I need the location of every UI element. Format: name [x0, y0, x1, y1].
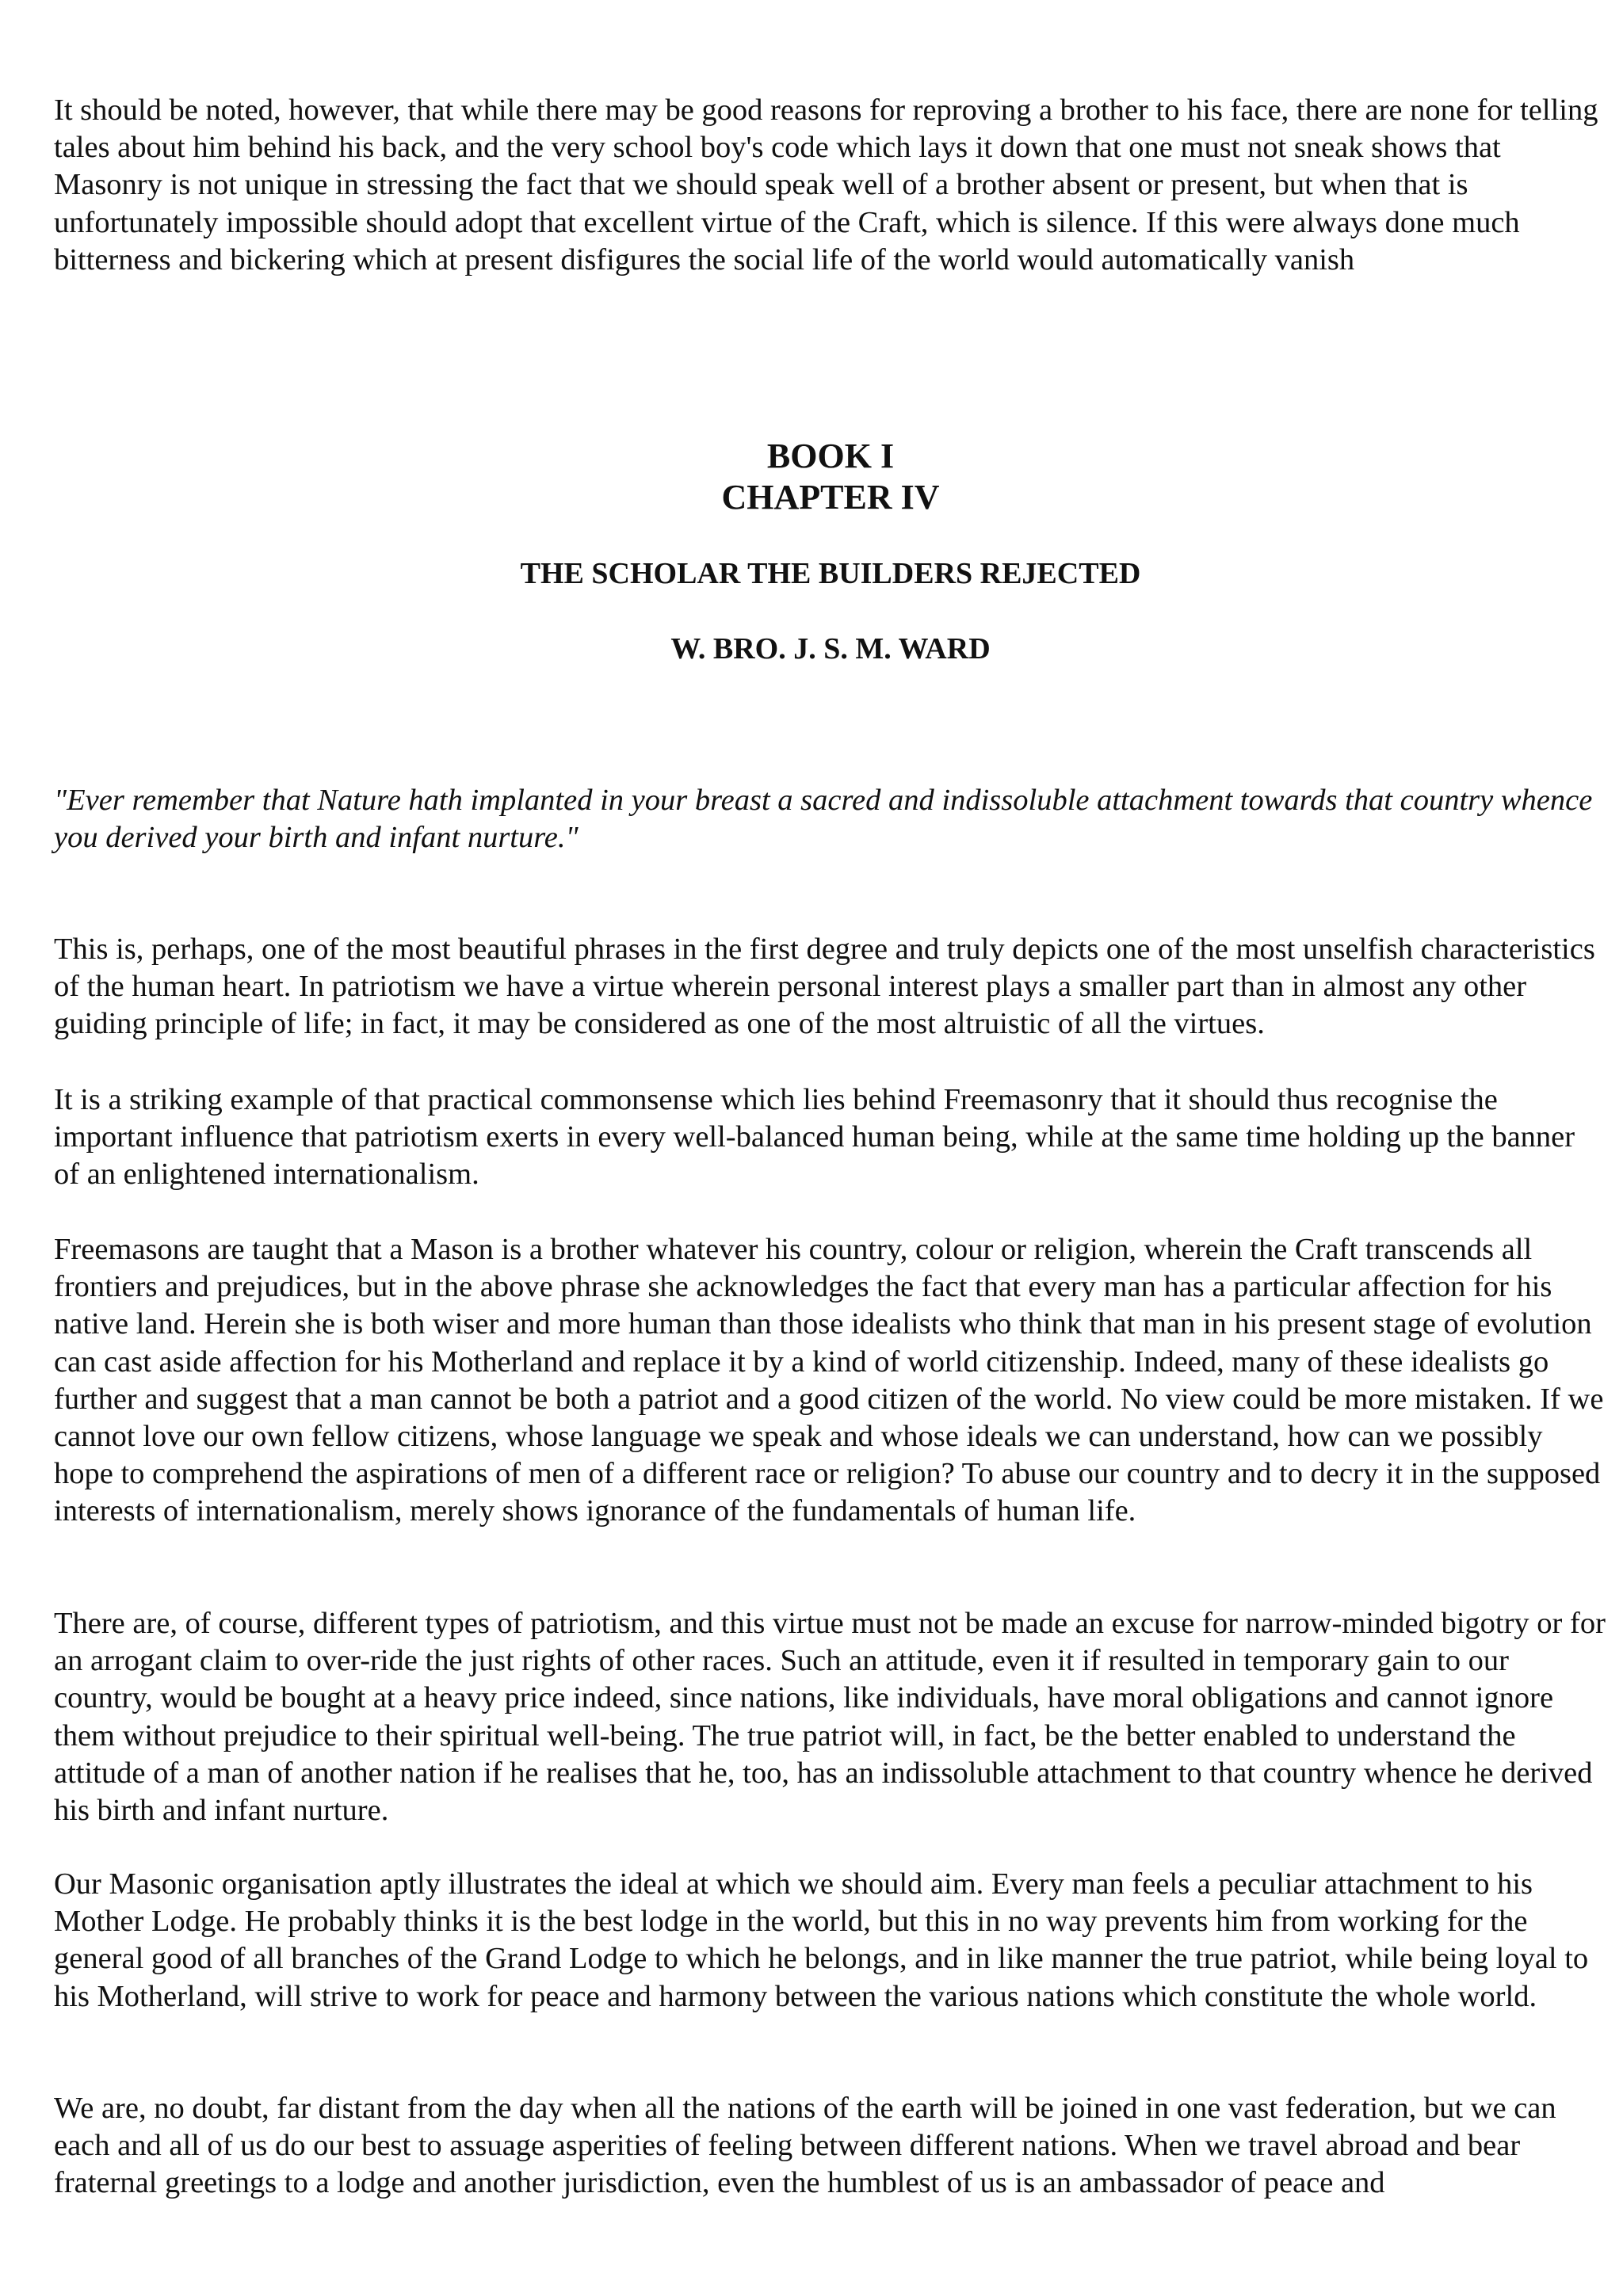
chapter-title: CHAPTER IV [721, 478, 940, 517]
chapter-author: W. BRO. J. S. M. WARD [670, 632, 991, 666]
epigraph-quote: "Ever remember that Nature hath implanted in your breast a sacred and indissoluble attachment towards that country whence you derived your birth and infant nurture." [54, 784, 1593, 855]
intro-paragraph: It should be noted, however, that while there may be good reasons for reproving a brother to his face, there are none for telling tales about him behind his back, and the very school boy's code which lays it down that one must not sneak shows that Masonry is not unique in stressing the fact that we should speak well of a brother absent or present, but when that is unfortunately impossible should adopt that excellent virtue of the Craft, which is silence. If this were always done much bitterness and bickering which at present disfigures the social life of the world would automatically vanish [54, 93, 1598, 277]
body-paragraph: It is a striking example of that practical commonsense which lies behind Freemasonry that it should thus recognise the important influence that patriotism exerts in every well-balanced human being, while at the same time holding up the banner of an enlightened internationalism. [54, 1083, 1575, 1192]
body-paragraph: Freemasons are taught that a Mason is a brother whatever his country, colour or religion, wherein the Craft transcends all frontiers and prejudices, but in the above phrase she acknowledges the fact that every man has a particular affection for his native land. Herein she is both wiser and more human than those idealists who think that man in his present stage of evolution can cast aside affection for his Motherland and replace it by a kind of world citizenship. Indeed, many of these idealists go further and suggest that a man cannot be both a patriot and a good citizen of the world. No view could be more mistaken. If we cannot love our own fellow citizens, whose language we speak and whose ideals we can understand, how can we possibly hope to comprehend the aspirations of men of a different race or religion? To abuse our country and to decry it in the supposed interests of internationalism, merely shows ignorance of the fundamentals of human life. [54, 1233, 1604, 1528]
body-paragraph: This is, perhaps, one of the most beautiful phrases in the first degree and truly depicts one of the most unselfish characteristics of the human heart. In patriotism we have a virtue wherein personal interest plays a smaller part than in almost any other guiding principle of life; in fact, it may be considered as one of the most altruistic of all the virtues. [54, 933, 1595, 1041]
body-paragraph: There are, of course, different types of patriotism, and this virtue must not be made an excuse for narrow-minded bigotry or for an arrogant claim to over-ride the just rights of other races. Such an attitude, even it if resulted in temporary gain to our country, would be bought at a heavy price indeed, since nations, like individuals, have moral obligations and cannot ignore them without prejudice to their spiritual well-being. The true patriot will, in fact, be the better enabled to understand the attitude of a man of another nation if he realises that he, too, has an indissoluble attachment to that country whence he derived his birth and infant nurture. [54, 1607, 1606, 1828]
book-title: BOOK I [766, 437, 895, 475]
chapter-subtitle: THE SCHOLAR THE BUILDERS REJECTED [520, 557, 1141, 590]
body-paragraph: Our Masonic organisation aptly illustrates the ideal at which we should aim. Every man feels a peculiar attachment to his Mother Lodge. He probably thinks it is the best lodge in the world, but this in no way prevents him from working for the general good of all branches of the Grand Lodge to which he belongs, and in like manner the true patriot, while being loyal to his Motherland, will strive to work for peace and harmony between the various nations which constitute the whole world. [54, 1867, 1589, 2013]
body-paragraph: We are, no doubt, far distant from the day when all the nations of the earth will be joined in one vast federation, but we can each and all of us do our best to assuage asperities of feeling between different nations. When we travel abroad and bear fraternal greetings to a lodge and another jurisdiction, even the humblest of us is an ambassador of peace and [54, 2092, 1556, 2200]
